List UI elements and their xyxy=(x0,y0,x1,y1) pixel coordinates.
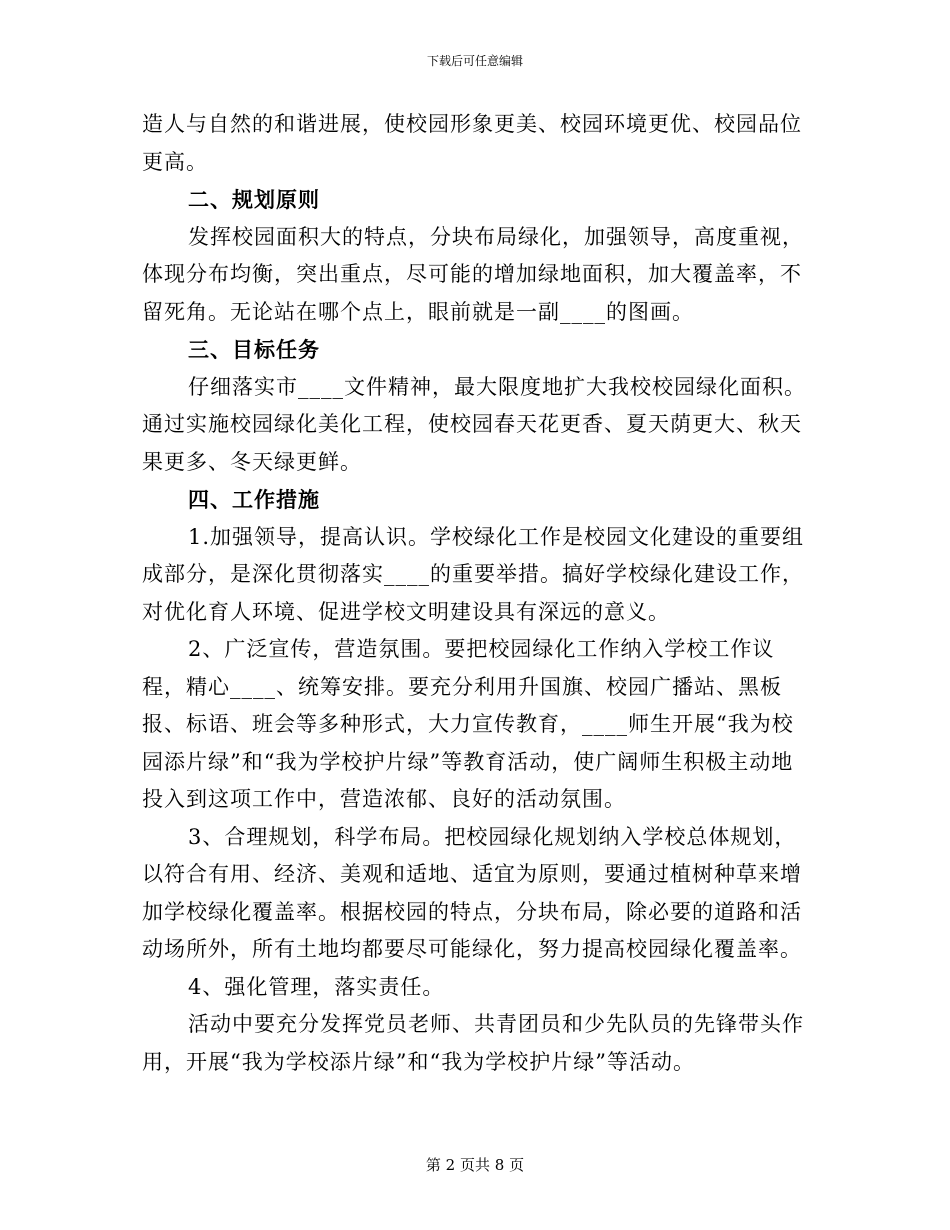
paragraph: 仔细落实市____文件精神，最大限度地扩大我校校园绿化面积。通过实施校园绿化美化工程，使校园春天花更香、夏天荫更大、秋天果更多、冬天绿更鲜。 xyxy=(142,374,806,474)
section-heading-goals: 三、目标任务 xyxy=(188,337,320,362)
page-header: 下载后可任意编辑 xyxy=(426,54,523,68)
paragraph: 3、合理规划，科学布局。把校园绿化规划纳入学校总体规划，以符合有用、经济、美观和适地、适宜为原则，要通过植树种草来增加学校绿化覆盖率。根据校园的特点，分块布局，除必要的道路和活动场所外，所有土地均都要尽可能绿化，努力提高校园绿化覆盖率。 xyxy=(142,824,802,961)
paragraph: 发挥校园面积大的特点，分块布局绿化，加强领导，高度重视，体现分布均衡，突出重点，尽可能的增加绿地面积，加大覆盖率，不留死角。无论站在哪个点上，眼前就是一副____的图画。 xyxy=(142,224,804,324)
page-footer: 第 2 页共 8 页 xyxy=(425,1156,525,1174)
paragraph: 活动中要充分发挥党员老师、共青团员和少先队员的先锋带头作用，开展“我为学校添片绿”和“我为学校护片绿”等活动。 xyxy=(142,1012,804,1074)
section-heading-principles: 二、规划原则 xyxy=(188,187,320,212)
paragraph: 2、广泛宣传，营造氛围。要把校园绿化工作纳入学校工作议程，精心____、统筹安排。要充分利用升国旗、校园广播站、黑板报、标语、班会等多种形式，大力宣传教育，____师生开展“我为校园添片绿”和“我为学校护片绿”等教育活动，使广阔师生积极主动地投入到这项工作中，营造浓郁、良好的活动氛围。 xyxy=(142,637,794,811)
paragraph: 4、强化管理，落实责任。 xyxy=(188,974,445,999)
section-heading-measures: 四、工作措施 xyxy=(188,487,320,512)
document-body xyxy=(142,106,810,1081)
paragraph: 1.加强领导，提高认识。学校绿化工作是校园文化建设的重要组成部分，是深化贯彻落实____的重要举措。搞好学校绿化建设工作，对优化育人环境、促进学校文明建设具有深远的意义。 xyxy=(142,524,805,624)
paragraph-continuation: 造人与自然的和谐进展，使校园形象更美、校园环境更优、校园品位更高。 xyxy=(142,112,802,174)
